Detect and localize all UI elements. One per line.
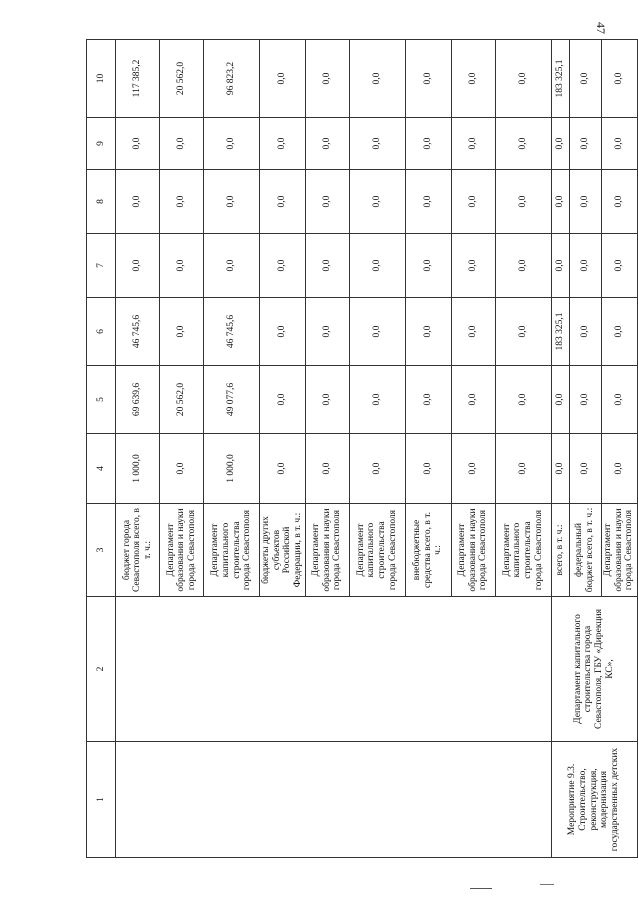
value-cell: 0,0 (116, 234, 160, 298)
value-cell: 0,0 (569, 434, 601, 504)
value-cell: 0,0 (551, 434, 569, 504)
value-cell: 0,0 (451, 40, 495, 118)
funding-source-cell: всего, в т. ч.: (551, 504, 569, 597)
value-cell: 0,0 (495, 170, 551, 234)
header-cell: 8 (87, 170, 116, 234)
funding-source-cell: внебюджетные средства всего, в т. ч.: (405, 504, 451, 597)
value-cell: 0,0 (204, 118, 260, 170)
value-cell: 0,0 (305, 40, 349, 118)
value-cell: 0,0 (551, 366, 569, 434)
value-cell: 0,0 (405, 298, 451, 366)
value-cell: 0,0 (260, 298, 306, 366)
value-cell: 0,0 (160, 170, 204, 234)
header-cell: 5 (87, 366, 116, 434)
value-cell: 0,0 (495, 118, 551, 170)
value-cell: 20 562,0 (160, 40, 204, 118)
table-row (551, 40, 569, 858)
value-cell: 0,0 (601, 366, 637, 434)
scan-mark (470, 888, 492, 889)
value-cell: 0,0 (405, 170, 451, 234)
value-cell: 0,0 (405, 434, 451, 504)
value-cell: 0,0 (451, 118, 495, 170)
rotated-table-container (86, 40, 635, 858)
continued-executor-cell (116, 597, 552, 742)
value-cell: 0,0 (451, 170, 495, 234)
funding-source-cell: Департамент образования и науки города Севастополя (601, 504, 637, 597)
value-cell: 0,0 (569, 234, 601, 298)
header-cell: 4 (87, 434, 116, 504)
value-cell: 0,0 (160, 118, 204, 170)
budget-table (86, 39, 638, 858)
header-cell: 7 (87, 234, 116, 298)
value-cell: 0,0 (451, 298, 495, 366)
value-cell: 0,0 (569, 298, 601, 366)
value-cell: 0,0 (305, 170, 349, 234)
value-cell: 0,0 (569, 170, 601, 234)
funding-source-cell: бюджеты других субъектов Российской Федерации, в т. ч.: (260, 504, 306, 597)
value-cell: 0,0 (349, 170, 405, 234)
value-cell: 0,0 (495, 40, 551, 118)
value-cell: 0,0 (305, 366, 349, 434)
funding-source-cell: Департамент капитального строительства города Севастополя (495, 504, 551, 597)
value-cell: 49 077,6 (204, 366, 260, 434)
value-cell: 0,0 (260, 434, 306, 504)
value-cell: 0,0 (349, 434, 405, 504)
value-cell: 0,0 (305, 298, 349, 366)
value-cell: 0,0 (305, 118, 349, 170)
page-number: 47 (594, 22, 608, 34)
value-cell: 0,0 (349, 234, 405, 298)
value-cell: 0,0 (349, 366, 405, 434)
value-cell: 0,0 (160, 434, 204, 504)
value-cell: 0,0 (601, 298, 637, 366)
funding-source-cell: Департамент капитального строительства города Севастополя (349, 504, 405, 597)
funding-source-cell: Департамент образования и науки города Севастополя (451, 504, 495, 597)
continued-measure-cell (116, 742, 552, 858)
value-cell: 0,0 (204, 170, 260, 234)
value-cell: 0,0 (160, 234, 204, 298)
value-cell: 46 745,6 (116, 298, 160, 366)
value-cell: 0,0 (569, 40, 601, 118)
value-cell: 0,0 (260, 170, 306, 234)
scan-mark (540, 884, 554, 885)
value-cell: 0,0 (260, 118, 306, 170)
value-cell: 0,0 (260, 366, 306, 434)
value-cell: 0,0 (405, 234, 451, 298)
value-cell: 46 745,6 (204, 298, 260, 366)
value-cell: 183 325,1 (551, 40, 569, 118)
value-cell: 0,0 (569, 366, 601, 434)
value-cell: 0,0 (601, 170, 637, 234)
value-cell: 0,0 (495, 434, 551, 504)
value-cell: 0,0 (405, 366, 451, 434)
value-cell: 0,0 (551, 170, 569, 234)
table-row (116, 40, 160, 858)
value-cell: 0,0 (601, 40, 637, 118)
funding-source-cell: федеральный бюджет всего, в т. ч.: (569, 504, 601, 597)
header-cell: 3 (87, 504, 116, 597)
value-cell: 0,0 (349, 118, 405, 170)
value-cell: 0,0 (116, 170, 160, 234)
header-cell: 1 (87, 742, 116, 858)
value-cell: 0,0 (551, 118, 569, 170)
value-cell: 0,0 (451, 234, 495, 298)
value-cell: 0,0 (601, 434, 637, 504)
value-cell: 0,0 (305, 234, 349, 298)
header-cell: 10 (87, 40, 116, 118)
value-cell: 0,0 (260, 234, 306, 298)
value-cell: 0,0 (451, 366, 495, 434)
value-cell: 0,0 (260, 40, 306, 118)
value-cell: 1 000,0 (116, 434, 160, 504)
value-cell: 117 385,2 (116, 40, 160, 118)
value-cell: 0,0 (451, 434, 495, 504)
value-cell: 0,0 (405, 40, 451, 118)
header-cell: 6 (87, 298, 116, 366)
value-cell: 0,0 (495, 234, 551, 298)
value-cell: 0,0 (349, 298, 405, 366)
value-cell: 96 823,2 (204, 40, 260, 118)
value-cell: 183 325,1 (551, 298, 569, 366)
value-cell: 0,0 (405, 118, 451, 170)
header-row (87, 40, 116, 858)
value-cell: 0,0 (551, 234, 569, 298)
header-cell: 9 (87, 118, 116, 170)
funding-source-cell: Департамент капитального строительства города Севастополя (204, 504, 260, 597)
value-cell: 69 639,6 (116, 366, 160, 434)
value-cell: 0,0 (305, 434, 349, 504)
value-cell: 0,0 (349, 40, 405, 118)
funding-source-cell: Департамент образования и науки города Севастополя (160, 504, 204, 597)
value-cell: 0,0 (495, 366, 551, 434)
value-cell: 0,0 (601, 234, 637, 298)
value-cell: 0,0 (569, 118, 601, 170)
value-cell: 0,0 (116, 118, 160, 170)
value-cell: 0,0 (204, 234, 260, 298)
value-cell: 0,0 (495, 298, 551, 366)
value-cell: 0,0 (601, 118, 637, 170)
funding-source-cell: Департамент образования и науки города Севастополя (305, 504, 349, 597)
measure-executor-cell: Департамент капитального строительства города Севастополя, ГБУ «Дирекция КС», (551, 597, 637, 742)
value-cell: 0,0 (160, 298, 204, 366)
measure-title-cell: Мероприятие 9.3. Строительство, реконструкция, модернизация государственных детских (551, 742, 637, 858)
value-cell: 20 562,0 (160, 366, 204, 434)
value-cell: 1 000,0 (204, 434, 260, 504)
header-cell: 2 (87, 597, 116, 742)
funding-source-cell: бюджет города Севастополя всего, в т. ч.: (116, 504, 160, 597)
